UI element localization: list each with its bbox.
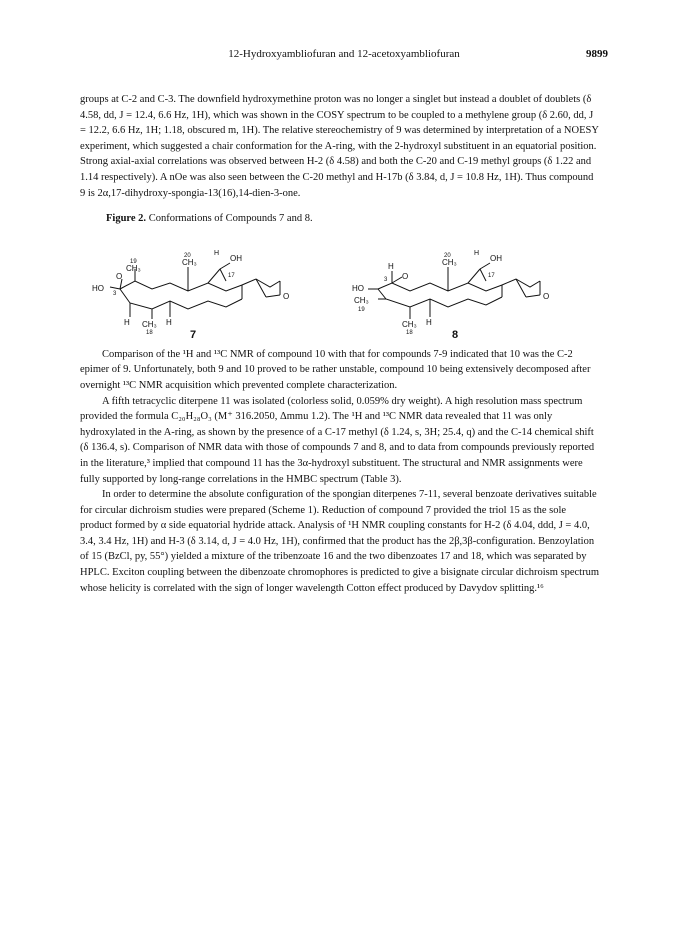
page-number: 9899 — [586, 48, 608, 60]
article-body — [80, 92, 600, 596]
furan-oxygen-label-8: O — [543, 291, 550, 301]
compound-8-number: 8 — [452, 328, 459, 341]
h-top-label-7: H — [214, 249, 220, 257]
c18-label-7: 18 — [146, 329, 153, 336]
h-bottom-mid-label-8: H — [426, 317, 432, 327]
figure-label: Figure 2. — [106, 213, 147, 225]
h-a-label-8: H — [388, 261, 394, 271]
c20-label-8: 20 — [444, 252, 451, 259]
furan-oxygen-label-7: O — [283, 291, 290, 301]
c19-label-7: 19 — [130, 258, 137, 265]
paragraph-compound-10: Comparison of the ¹H and ¹³C NMR of compound 10 with that for compounds 7-9 indicated that 10 was the C-2 epimer of 9. Unfortunately, both 9 and 10 proved to be rather unstable, compound 10 being extensively decomposed after overnight ¹³C NMR acquisition which prevented complete characterization. — [80, 348, 591, 391]
ch3-19-label-8: CH₃ — [354, 295, 369, 305]
c17-label-7: 17 — [228, 272, 235, 279]
figure-caption — [106, 211, 600, 227]
conformation-drawings — [80, 235, 600, 341]
c3-label-7: 3 — [113, 290, 117, 297]
paragraph-absolute-configuration: In order to determine the absolute configuration of the spongian diterpenes 7-11, several benzoate derivatives suitable for circular dichroism studies were prepared (Scheme 1). Reduction of compound 7 provided the triol 15 as the sole product formed by α side equatorial hydride attack. Analysis of ¹H NMR coupling constants for H-2 (δ 4.04, ddd, J = 4.0, 3.4, 3.4 Hz, 1H) and H-3 (δ 3.14, d, J = 4.0 Hz, 1H), confirmed that the product has the 2β,3β-configuration. Benzoylation of 15 (BzCl, py, 55°) yielded a mixture of the tribenzoate 16 and the two dibenzoates 17 and 18, which was separated by HPLC. Exciton coupling between the dibenzoate chromophores is predicted to give a bisignate circular dichroism spectrum whose helicity is correlated with the sign of longer wavelength Cotton effect produced by Davydov splitting.¹⁶ — [80, 489, 600, 594]
h-bottom-mid-label-7: H — [166, 317, 172, 327]
c19-label-8: 19 — [358, 306, 365, 313]
compound-7-number: 7 — [190, 328, 197, 341]
c3-label-8: 3 — [384, 276, 388, 283]
running-header — [80, 48, 608, 64]
hydroxyl-label-8: OH — [490, 253, 502, 263]
compound-8-structure — [368, 263, 540, 319]
ho-label-8: HO — [352, 283, 364, 293]
figure-caption-text: Conformations of Compounds 7 and 8. — [148, 213, 313, 225]
ho-label-7: HO — [92, 283, 104, 293]
ch3-19-label-7: CH₃ — [126, 263, 141, 273]
c18-label-8: 18 — [406, 329, 413, 336]
running-title: 12-Hydroxyambliofuran and 12-acetoxyambliofuran — [228, 48, 460, 60]
figure-conformations — [80, 235, 600, 341]
ch3-20-label-7: CH₃ — [182, 257, 197, 267]
ch3-20-label-8: CH₃ — [442, 257, 457, 267]
compound-7-atom-labels — [92, 250, 289, 336]
c20-label-7: 20 — [184, 252, 191, 259]
h-bottom-left-label-7: H — [124, 317, 130, 327]
keto-oxygen-label-8: O — [402, 271, 409, 281]
paragraph-compound-11: A fifth tetracyclic diterpene 11 was isolated (colorless solid, 0.059% dry weight). A high resolution mass spectrum provided the formula C₂₀H₂₈O₃ (M⁺ 316.2050, Δmmu 1.2). The ¹H and ¹³C NMR data revealed that 11 was only hydroxylated in the A-ring, as shown by the presence of a C-17 methyl (δ 1.24, s, 3H; 25.4, q) and the C-14 chemical shift (δ 136.4, s). Comparison of NMR data with those of compounds 7 and 8, and to data from compounds previously reported in the literature,³ implied that compound 11 has the 3α-hydroxyl substituent. The structural and NMR assignments were fully supported by long-range correlations in the HMBC spectrum (Table 3). — [80, 395, 595, 485]
hydroxyl-label-7: OH — [230, 253, 242, 263]
keto-oxygen-label-7: O — [116, 271, 123, 281]
h-top-label-8: H — [474, 249, 480, 257]
c17-label-8: 17 — [488, 272, 495, 279]
ch3-18-label-8: CH₃ — [402, 319, 417, 329]
paragraph-noesy: groups at C-2 and C-3. The downfield hydroxymethine proton was no longer a singlet but instead a doublet of doublets (δ 4.58, dd, J = 12.4, 6.6 Hz, 1H), which was shown in the COSY spectrum to be coupled to a methylene group (δ 2.60, dd, J = 12.2, 6.6 Hz, 1H; 1.18, obscured m, 1H). The relative stereochemistry of 9 was determined by interpretation of a NOESY experiment, which suggested a chair conformation for the A-ring, with the 2-hydroxyl substituent in an equatorial position. Strong axial-axial correlations was observed between H-2 (δ 4.58) and both the C-20 and C-19 methyl groups (δ 1.22 and 1.14 respectively). A nOe was also seen between the C-20 methyl and H-17b (δ 3.84, d, J = 10.8 Hz, 1H). Thus compound 9 is 2α,17-dihydroxy-spongia-13(16),14-dien-3-one. — [80, 94, 599, 199]
ch3-18-label-7: CH₃ — [142, 319, 157, 329]
